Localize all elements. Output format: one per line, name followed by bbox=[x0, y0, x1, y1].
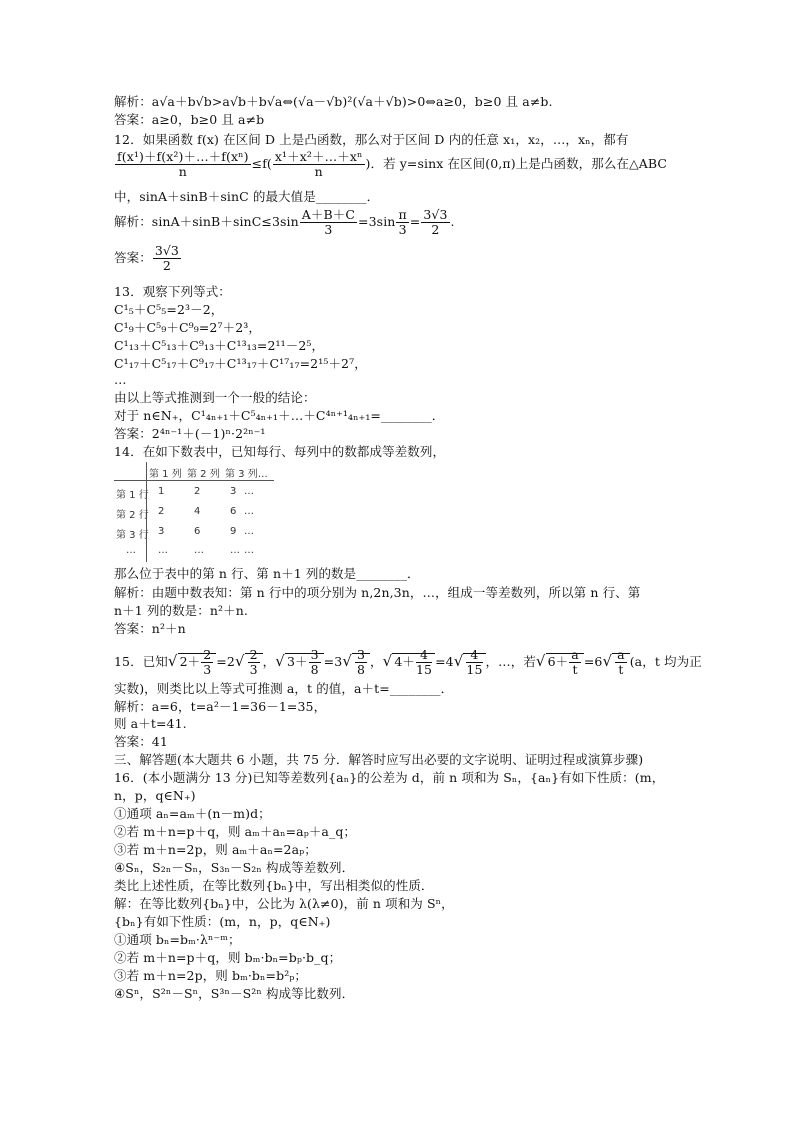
problem-text: 15．已知 bbox=[114, 654, 168, 669]
radicand bbox=[352, 647, 370, 677]
solution-line-14a: 解析：由题中数表知：第 n 行中的项分别为 n,2n,3n，…，组成一等差数列，所以第 n 行、第 bbox=[114, 585, 641, 600]
row-header: 第 1 行 bbox=[116, 490, 149, 501]
equation-line-1: C¹₅＋C⁵₅=2³－2， bbox=[114, 302, 224, 317]
fraction-numerator: 2 bbox=[249, 647, 258, 662]
problem-12-text: 12．如果函数 f(x) 在区间 D 上是凸函数，那么对于区间 D 内的任意 x₁，x₂，…，xₙ，都有 bbox=[114, 132, 629, 147]
separator: ， bbox=[262, 654, 276, 669]
table-cell: 3 bbox=[158, 526, 165, 537]
fraction-sum-x bbox=[273, 150, 365, 179]
equation-line-4: C¹₁₇＋C⁵₁₇＋C⁹₁₇＋C¹³₁₇＋C¹⁷₁₇=2¹⁵＋2⁷， bbox=[114, 356, 367, 371]
geo-property-4: ④Sⁿ，S²ⁿ－Sⁿ，S³ⁿ－S²ⁿ 构成等比数列． bbox=[114, 986, 355, 1001]
table-cell: … bbox=[244, 486, 254, 497]
solution-text: 解析：sinA＋sinB＋sinC≤3sin bbox=[114, 214, 299, 229]
problem-15-formula bbox=[114, 648, 702, 677]
solution-text: = bbox=[409, 214, 421, 229]
fraction-numerator: 3√3 bbox=[423, 207, 448, 222]
solution-line-15b: 则 a＋t=41. bbox=[114, 716, 187, 731]
formula-tail: )．若 y=sinx 在区间(0,π)上是凸函数，那么在△ABC bbox=[365, 156, 668, 171]
fraction-denominator: t bbox=[618, 662, 624, 677]
solution-line-12 bbox=[114, 208, 455, 237]
problem-13-question: 对于 n∈N₊，C¹₄ₙ₊₁＋C⁵₄ₙ₊₁＋…＋C⁴ⁿ⁺¹₄ₙ₊₁=________． bbox=[114, 408, 445, 423]
table-cell: … bbox=[244, 526, 254, 537]
radical-symbol: √ bbox=[453, 652, 464, 670]
property-3: ③若 m＋n=2p，则 aₘ＋aₙ=2aₚ； bbox=[114, 842, 317, 857]
problem-12-question: 中，sinA＋sinB＋sinC 的最大值是________． bbox=[114, 189, 380, 204]
property-4: ④Sₙ，S₂ₙ－Sₙ，S₃ₙ－S₂ₙ 构成等差数列． bbox=[114, 860, 355, 875]
table-horizontal-divider bbox=[114, 480, 274, 481]
fraction-abc bbox=[300, 208, 357, 237]
fraction-sum-f bbox=[115, 150, 251, 179]
table-cell: 4 bbox=[194, 506, 201, 517]
radicand-int: 6＋ bbox=[547, 654, 569, 669]
fraction-numerator: 3√3 bbox=[154, 243, 179, 258]
separator: ， bbox=[370, 654, 383, 669]
fraction-denominator: n bbox=[178, 164, 187, 179]
fraction-numerator: 2 bbox=[203, 647, 212, 662]
fraction-denominator: 2 bbox=[431, 222, 440, 237]
radicand bbox=[285, 647, 324, 677]
table-cell: … bbox=[230, 545, 240, 556]
fraction bbox=[201, 648, 213, 677]
solution-line-15a: 解析：a=6，t=a²－1=36－1=35， bbox=[114, 699, 327, 714]
radicand-int: 3＋ bbox=[286, 654, 308, 669]
solution-16-intro: 解：在等比数列{bₙ}中，公比为 λ(λ≠0)，前 n 项和为 Sⁿ， bbox=[114, 896, 454, 911]
table-cell: 3 bbox=[230, 486, 237, 497]
problem-15-question: 实数)，则类比以上等式可推测 a，t 的值，a＋t=________． bbox=[114, 681, 454, 696]
equation-line-3: C¹₁₃＋C⁵₁₃＋C⁹₁₃＋C¹³₁₃=2¹¹－2⁵， bbox=[114, 338, 325, 353]
radicand bbox=[392, 647, 435, 677]
row-header: … bbox=[126, 545, 136, 556]
fraction-denominator: 3 bbox=[249, 662, 258, 677]
fraction-pi bbox=[396, 208, 408, 237]
fraction-denominator: 8 bbox=[310, 662, 319, 677]
row-header: 第 3 行 bbox=[116, 530, 149, 541]
fraction-denominator: 3 bbox=[398, 222, 407, 237]
equals-text: =6 bbox=[583, 654, 603, 669]
problem-13-conclusion: 由以上等式推测到一个一般的结论： bbox=[114, 390, 316, 405]
section-heading-3: 三、解答题(本大题共 6 小题，共 75 分．解答时应写出必要的文字说明、证明过程或演算步骤) bbox=[114, 752, 644, 767]
fraction-denominator: 2 bbox=[162, 258, 171, 273]
solution-16-properties-intro: {bₙ}有如下性质：(m，n，p，q∈N₊) bbox=[114, 914, 331, 929]
fraction-denominator: 3 bbox=[203, 662, 212, 677]
table-cell: 6 bbox=[194, 526, 201, 537]
fraction-denominator: 15 bbox=[415, 662, 433, 677]
table-cell: 2 bbox=[158, 506, 165, 517]
problem-13-text: 13．观察下列等式： bbox=[114, 284, 231, 299]
inequality-symbol: ≤f( bbox=[251, 156, 272, 171]
problem-12-formula bbox=[114, 150, 667, 179]
radical-symbol: √ bbox=[342, 652, 352, 670]
fraction bbox=[248, 648, 260, 677]
fraction-denominator: 15 bbox=[466, 662, 483, 677]
geo-property-2: ②若 m＋n=p＋q，则 bₘ·bₙ=bₚ·b_q； bbox=[114, 950, 342, 965]
table-cell: … bbox=[194, 545, 204, 556]
equals-text: =3 bbox=[323, 654, 343, 669]
problem-16-text-cont: n，p，q∈N₊) bbox=[114, 788, 196, 803]
fraction bbox=[615, 648, 627, 677]
problem-14-text: 14．在如下数表中，已知每行、每列中的数都成等差数列， bbox=[114, 444, 446, 459]
column-header: 第 3 列… bbox=[225, 469, 268, 480]
answer-line-11: 答案：a≥0，b≥0 且 a≠b bbox=[114, 112, 265, 127]
geo-property-3: ③若 m＋n=2p，则 bₘ·bₙ=b²ₚ； bbox=[114, 968, 308, 983]
fraction-numerator: f(x¹)＋f(x²)＋…＋f(xⁿ) bbox=[117, 149, 249, 164]
fraction-numerator: a bbox=[571, 647, 579, 662]
fraction-denominator: 8 bbox=[356, 662, 366, 677]
fraction-denominator: n bbox=[314, 164, 323, 179]
column-header: 第 2 列 bbox=[187, 469, 220, 480]
answer-line-15: 答案：41 bbox=[114, 734, 168, 749]
radicand-int: 2＋ bbox=[179, 654, 201, 669]
equals-text: =2 bbox=[216, 654, 235, 669]
fraction bbox=[569, 648, 581, 677]
table-cell: 2 bbox=[194, 486, 201, 497]
solution-line-11: 解析：a√a＋b√b>a√b＋b√a⇔(√a－√b)²(√a＋√b)>0⇔a≥0，b≥0 且 a≠b. bbox=[114, 94, 553, 109]
radicand-int: 4＋ bbox=[394, 654, 415, 669]
radicand bbox=[546, 647, 584, 677]
property-2: ②若 m＋n=p＋q，则 aₘ＋aₙ=aₚ＋a_q； bbox=[114, 824, 357, 839]
table-cell: … bbox=[244, 545, 254, 556]
radicand bbox=[612, 647, 630, 677]
problem-text: (a，t 均为正 bbox=[629, 654, 702, 669]
problem-text: ，…，若 bbox=[485, 654, 536, 669]
radical-symbol: √ bbox=[167, 652, 178, 670]
problem-14-question: 那么位于表中的第 n 行、第 n＋1 列的数是________． bbox=[114, 566, 420, 581]
radicand bbox=[178, 647, 217, 677]
solution-line-14b: n＋1 列的数是：n²＋n. bbox=[114, 603, 248, 618]
problem-16-task: 类比上述性质，在等比数列{bₙ}中，写出相类似的性质． bbox=[114, 878, 434, 893]
fraction-denominator: t bbox=[572, 662, 578, 677]
radical-symbol: √ bbox=[535, 652, 546, 670]
equals-text: =4 bbox=[435, 654, 454, 669]
solution-text: =3sin bbox=[358, 214, 396, 229]
property-1: ①通项 aₙ=aₘ＋(n－m)d； bbox=[114, 806, 271, 821]
geo-property-1: ①通项 bₙ=bₘ·λⁿ⁻ᵐ； bbox=[114, 932, 241, 947]
fraction-numerator: 3 bbox=[356, 647, 366, 662]
fraction-numerator: 3 bbox=[310, 647, 319, 662]
table-cell: … bbox=[244, 506, 254, 517]
table-cell: 1 bbox=[158, 486, 165, 497]
solution-text: . bbox=[450, 214, 455, 229]
answer-line-12 bbox=[114, 244, 182, 273]
table-cell: 6 bbox=[230, 506, 237, 517]
fraction-numerator: a bbox=[617, 647, 625, 662]
fraction bbox=[466, 648, 482, 677]
fraction-result bbox=[421, 208, 449, 237]
fraction-numerator: x¹＋x²＋…＋xⁿ bbox=[274, 149, 363, 164]
radicand bbox=[463, 647, 485, 677]
answer-line-14: 答案：n²＋n bbox=[114, 621, 186, 636]
fraction-numerator: A＋B＋C bbox=[301, 207, 356, 222]
fraction bbox=[416, 648, 432, 677]
column-header: 第 1 列 bbox=[149, 469, 182, 480]
equation-line-2: C¹₉＋C⁵₉＋C⁹₉=2⁷＋2³， bbox=[114, 320, 261, 335]
fraction-numerator: 4 bbox=[466, 648, 482, 663]
table-cell: 9 bbox=[230, 526, 237, 537]
problem-16-text: 16．(本小题满分 13 分)已知等差数列{aₙ}的公差为 d，前 n 项和为 Sₙ，{aₙ}有如下性质：(m， bbox=[114, 770, 665, 785]
radicand bbox=[245, 647, 263, 677]
row-header: 第 2 行 bbox=[116, 510, 149, 521]
fraction bbox=[309, 648, 321, 677]
table-cell: … bbox=[158, 545, 168, 556]
fraction-numerator: π bbox=[398, 207, 407, 222]
fraction bbox=[355, 648, 367, 677]
fraction-numerator: 4 bbox=[416, 648, 432, 663]
number-table bbox=[114, 462, 274, 562]
radical-symbol: √ bbox=[382, 652, 393, 670]
answer-line-13: 答案：2⁴ⁿ⁻¹＋(－1)ⁿ·2²ⁿ⁻¹ bbox=[114, 426, 266, 441]
fraction-answer bbox=[153, 244, 181, 273]
radical-symbol: √ bbox=[275, 652, 285, 670]
radical-symbol: √ bbox=[234, 652, 245, 670]
equation-ellipsis: … bbox=[114, 372, 127, 387]
answer-label: 答案： bbox=[114, 250, 152, 265]
radical-symbol: √ bbox=[602, 652, 613, 670]
fraction-denominator: 3 bbox=[324, 222, 333, 237]
